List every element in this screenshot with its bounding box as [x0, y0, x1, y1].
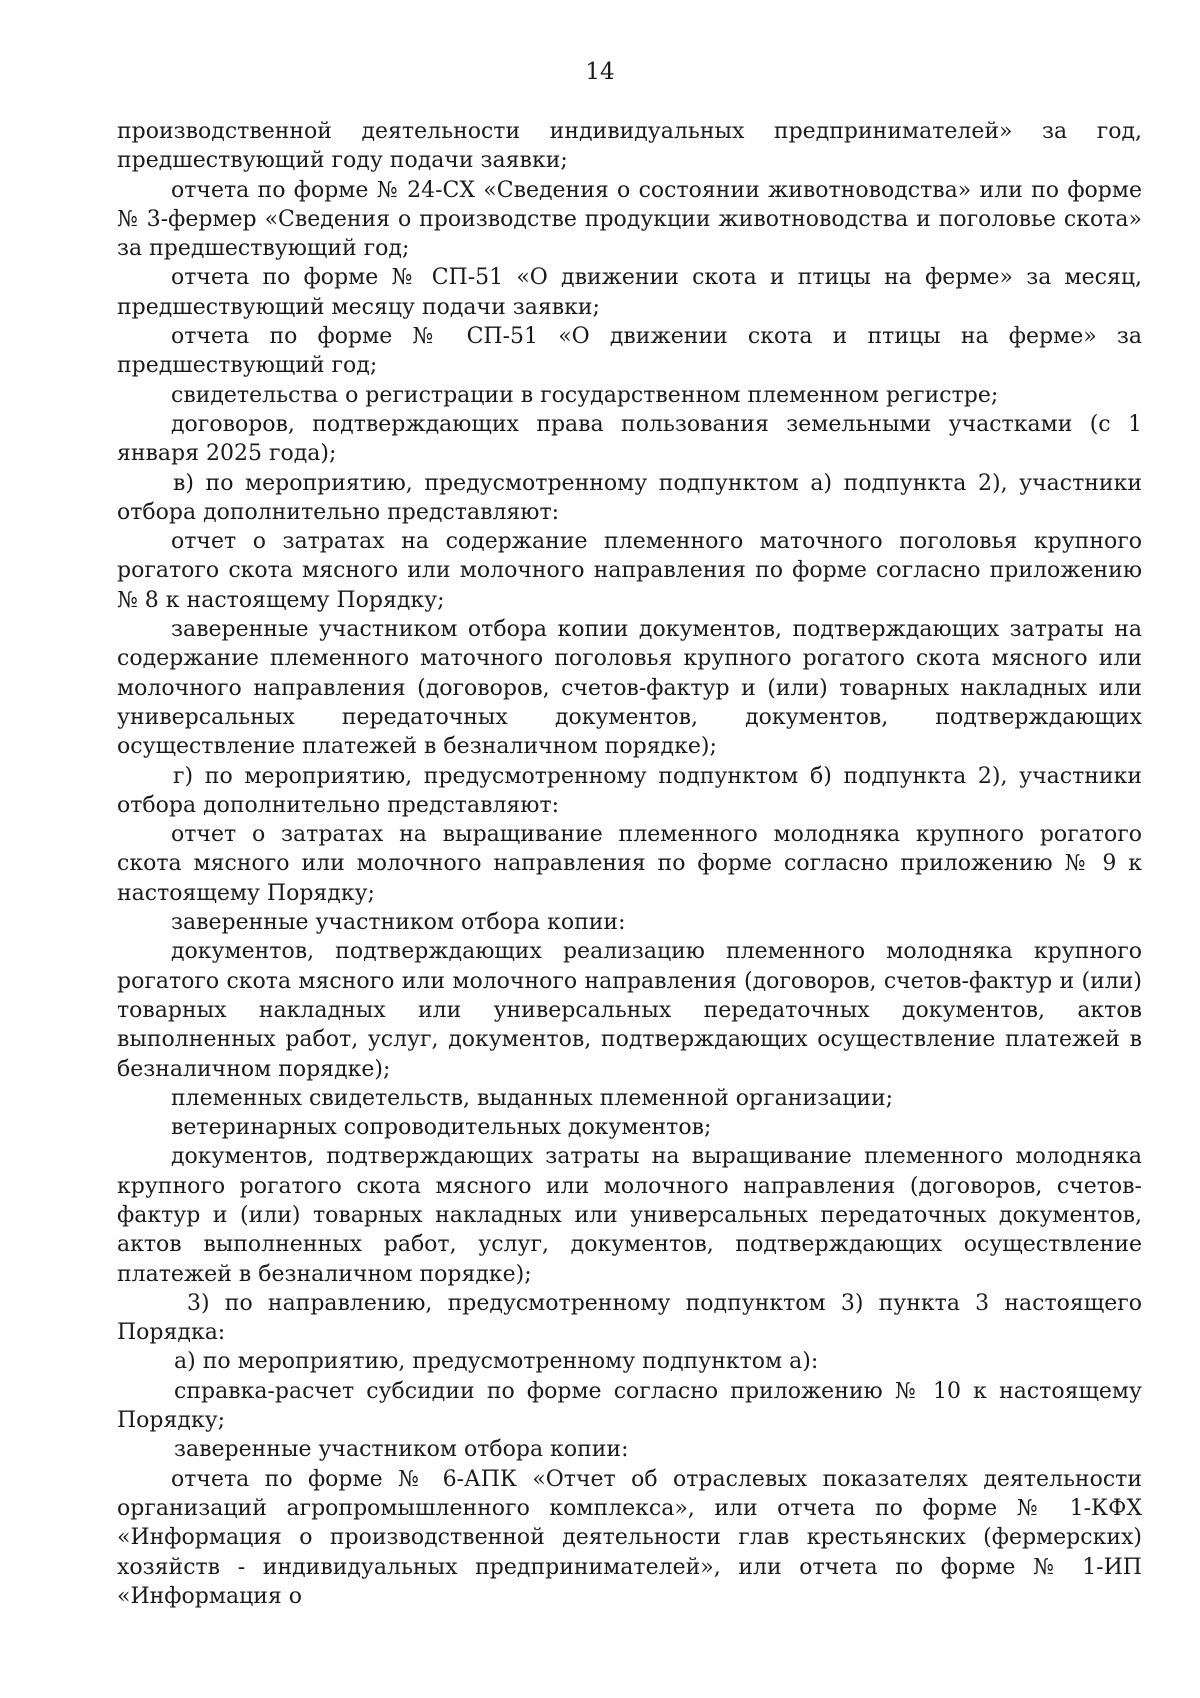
paragraph: свидетельства о регистрации в государственном племенном регистре; — [171, 382, 999, 408]
paragraph: договоров, подтверждающих права пользования земельными участками (с 1 января 2025 года); — [117, 411, 1142, 467]
paragraph: г) по мероприятию, предусмотренному подпунктом б) подпункта 2), участники отбора дополнительно представляют: — [117, 763, 1142, 818]
paragraph: ветеринарных сопроводительных документов; — [171, 1115, 712, 1141]
paragraph: заверенные участником отбора копии документов, подтверждающих затраты на содержание племенного маточного поголовья крупного рогатого скота мясного или молочного направления (договоров, счетов-фактур и (или) товарных накладных или универсальных передаточных документов, документов, подтверждающих осуществление платежей в безналичном порядке); — [117, 617, 1142, 760]
document-body — [117, 117, 1142, 1611]
paragraph: заверенные участником отбора копии: — [174, 1437, 629, 1463]
paragraph: а) по мероприятию, предусмотренному подпунктом а): — [174, 1349, 819, 1375]
paragraph: отчета по форме № 6-АПК «Отчет об отраслевых показателях деятельности организаций агропромышленного комплекса», или отчета по форме № 1-КФХ «Информация о производственной деятельности глав крестьянских (фермерских) хозяйств - индивидуальных предпринимателей», или отчета по форме № 1-ИП «Информация о — [117, 1466, 1142, 1609]
paragraph: документов, подтверждающих реализацию племенного молодняка крупного рогатого скота мясного или молочного направления (договоров, счетов-фактур и (или) товарных накладных или универсальных передаточных документов, актов выполненных работ, услуг, документов, подтверждающих осуществление платежей в безналичном порядке); — [117, 939, 1142, 1082]
paragraph: справка-расчет субсидии по форме согласно приложению № 10 к настоящему Порядку; — [117, 1378, 1142, 1434]
paragraph: 3) по направлению, предусмотренному подпунктом 3) пункта 3 настоящего Порядка: — [117, 1290, 1142, 1346]
paragraph: отчет о затратах на выращивание племенного молодняка крупного рогатого скота мясного или молочного направления по форме согласно приложению № 9 к настоящему Порядку; — [117, 822, 1142, 906]
paragraph: в) по мероприятию, предусмотренному подпунктом а) подпункта 2), участники отбора дополнительно представляют: — [117, 470, 1142, 525]
paragraph: племенных свидетельств, выданных племенной организации; — [171, 1085, 894, 1111]
paragraph: отчет о затратах на содержание племенного маточного поголовья крупного рогатого скота мясного или молочного направления по форме согласно приложению № 8 к настоящему Порядку; — [117, 529, 1142, 613]
paragraph: заверенные участником отбора копии: — [171, 910, 626, 936]
paragraph: отчета по форме № СП-51 «О движении скота и птицы на ферме» за предшествующий год; — [117, 324, 1142, 379]
paragraph: производственной деятельности индивидуальных предпринимателей» за год, предшествующий году подачи заявки; — [117, 119, 1142, 174]
paragraph: отчета по форме № СП-51 «О движении скота и птицы на ферме» за месяц, предшествующий месяцу подачи заявки; — [117, 265, 1142, 320]
paragraph: отчета по форме № 24-СХ «Сведения о состоянии животноводства» или по форме № 3-фермер «Сведения о производстве продукции животноводства и поголовье скота» за предшествующий год; — [117, 177, 1142, 262]
paragraph: документов, подтверждающих затраты на выращивание племенного молодняка крупного рогатого скота мясного или молочного направления (договоров, счетов-фактур и (или) товарных накладных или универсальных передаточных документов, актов выполненных работ, услуг, документов, подтверждающих осуществление платежей в безналичном порядке); — [117, 1144, 1142, 1287]
page-number: 14 — [585, 59, 615, 85]
